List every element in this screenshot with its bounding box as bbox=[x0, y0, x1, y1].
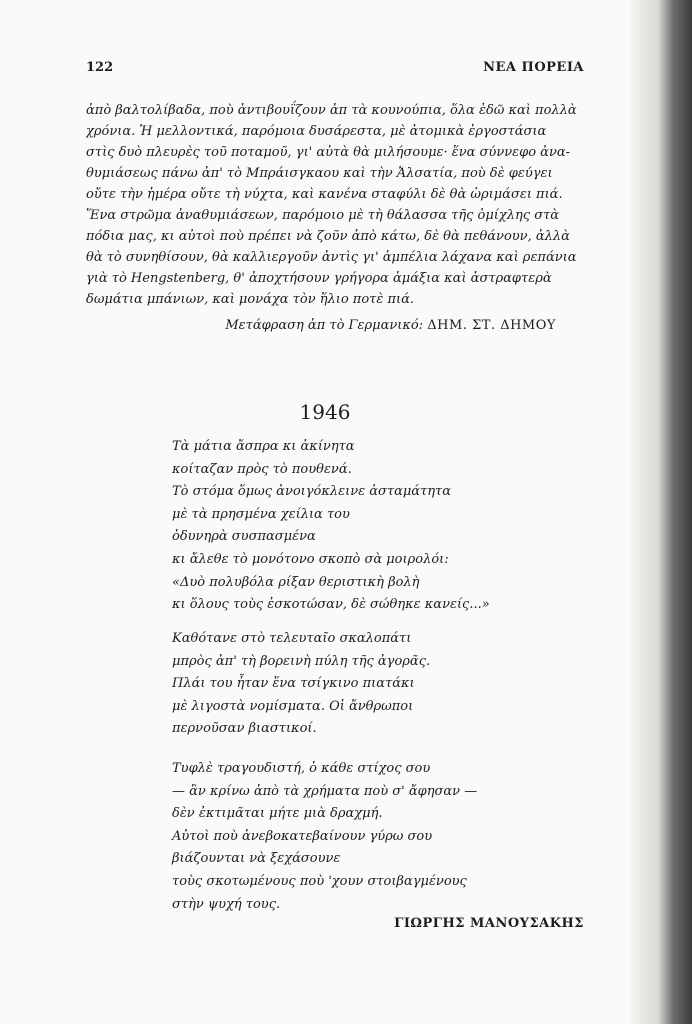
poem-line: μὲ λιγοστὰ νομίσματα. Οἱ ἄνθρωποι bbox=[172, 698, 414, 714]
prose-line: οὔτε τὴν ἡμέρα οὔτε τὴ νύχτα, καὶ κανένα σταφύλι δὲ θὰ ὡριμάσει πιά. bbox=[86, 187, 563, 202]
poem-line: Καθότανε στὸ τελευταῖο σκαλοπάτι bbox=[172, 631, 412, 646]
book-spine-shadow bbox=[630, 0, 692, 1024]
prose-line: θὰ τὸ συνηθίσουν, θὰ καλλιεργοῦν ἀντὶς γι' ἀμπέλια λάχανα καὶ ρεπάνια bbox=[86, 250, 577, 265]
poem-title: 1946 bbox=[299, 400, 351, 424]
poem-line: περνοῦσαν βιαστικοί. bbox=[172, 721, 317, 737]
prose-line: δωμάτια μπάνιων, καὶ μονάχα τὸν ἥλιο ποτὲ πιά. bbox=[86, 292, 415, 307]
poem-line: Τὸ στόμα ὅμως ἀνοιγόκλεινε ἀσταμάτητα bbox=[172, 484, 452, 500]
poem-stanza-3 bbox=[172, 758, 572, 916]
prose-line: γιὰ τὸ Hengstenberg, θ' ἀποχτήσουν γρήγορα ἁμάξια καὶ ἀστραφτερὰ bbox=[86, 271, 552, 286]
prose-line: πόδια μας, κι αὐτοὶ ποὺ πρέπει νὰ ζοῦν ἀπὸ κάτω, δὲ θὰ πεθάνουν, ἀλλὰ bbox=[86, 229, 570, 244]
poem-author: ΓΙΩΡΓΗΣ ΜΑΝΟΥΣΑΚΗΣ bbox=[394, 916, 584, 931]
poem-line: κι ἄλεθε τὸ μονότονο σκοπὸ σὰ μοιρολόι: bbox=[172, 551, 449, 567]
prose-paragraph bbox=[86, 100, 584, 310]
page-number: 122 bbox=[86, 60, 114, 75]
translation-credit bbox=[86, 318, 556, 338]
prose-line: θυμιάσεως πάνω ἀπ' τὸ Μπράισγκαου καὶ τὴν Ἀλσατία, ποὺ δὲ φεύγει bbox=[86, 166, 553, 181]
poem-line: μπρὸς ἀπ' τὴ βορεινὴ πύλη τῆς ἀγορᾶς. bbox=[172, 653, 431, 669]
poem-stanza-1 bbox=[172, 436, 572, 617]
poem-line: κι ὅλους τοὺς ἐσκοτώσαν, δὲ σώθηκε κανείς...» bbox=[172, 597, 490, 613]
poem-line: δὲν ἐκτιμᾶται μήτε μιὰ δραχμή. bbox=[172, 806, 383, 822]
translation-label: Μετάφραση ἀπ τὸ Γερμανικό: bbox=[225, 318, 424, 333]
prose-line: ἀπὸ βαλτολίβαδα, ποὺ ἀντιβουΐζουν ἀπ τὰ κουνούπια, ὅλα ἐδῶ καὶ πολλὰ bbox=[86, 103, 577, 118]
poem-line: Αὐτοὶ ποὺ ἀνεβοκατεβαίνουν γύρω σου bbox=[172, 828, 433, 844]
poem-line: Τὰ μάτια ἄσπρα κι ἀκίνητα bbox=[172, 439, 355, 454]
translator-name: ΔΗΜ. ΣΤ. ΔΗΜΟΥ bbox=[427, 318, 556, 333]
poem-stanza-2 bbox=[172, 628, 572, 741]
poem-line: Τυφλὲ τραγουδιστή, ὁ κάθε στίχος σου bbox=[172, 761, 431, 776]
running-head bbox=[86, 60, 584, 82]
prose-line: χρόνια. Ἡ μελλοντικά, παρόμοια δυσάρεστα, μὲ ἀτομικὰ ἐργοστάσια bbox=[86, 124, 547, 139]
journal-title: ΝΕΑ ΠΟΡΕΙΑ bbox=[483, 60, 584, 75]
poem-line: μὲ τὰ πρησμένα χείλια του bbox=[172, 506, 350, 522]
poem-line: «Δυὸ πολυβόλα ρίξαν θεριστικὴ βολὴ bbox=[172, 574, 420, 590]
poem-line: βιάζουνται νὰ ξεχάσουνε bbox=[172, 851, 341, 867]
prose-line: στὶς δυὸ πλευρὲς τοῦ ποταμοῦ, γι' αὐτὰ θὰ μιλήσουμε· ἕνα σύννεφο ἀνα- bbox=[86, 145, 571, 160]
poem-line: κοίταζαν πρὸς τὸ πουθενά. bbox=[172, 461, 352, 477]
poem-line: Πλάι του ἦταν ἕνα τσίγκινο πιατάκι bbox=[172, 676, 415, 692]
prose-line: Ἕνα στρῶμα ἀναθυμιάσεων, παρόμοιο μὲ τὴ θάλασσα τῆς ὁμίχλης στὰ bbox=[86, 208, 560, 223]
poem-line: στὴν ψυχή τους. bbox=[172, 896, 281, 912]
poem-line: — ἂν κρίνω ἀπὸ τὰ χρήματα ποὺ σ' ἄφησαν — bbox=[172, 783, 478, 799]
poem-line: ὀδυνηρὰ συσπασμένα bbox=[172, 529, 316, 545]
poem-line: τοὺς σκοτωμένους ποὺ 'χουν στοιβαγμένους bbox=[172, 873, 467, 889]
